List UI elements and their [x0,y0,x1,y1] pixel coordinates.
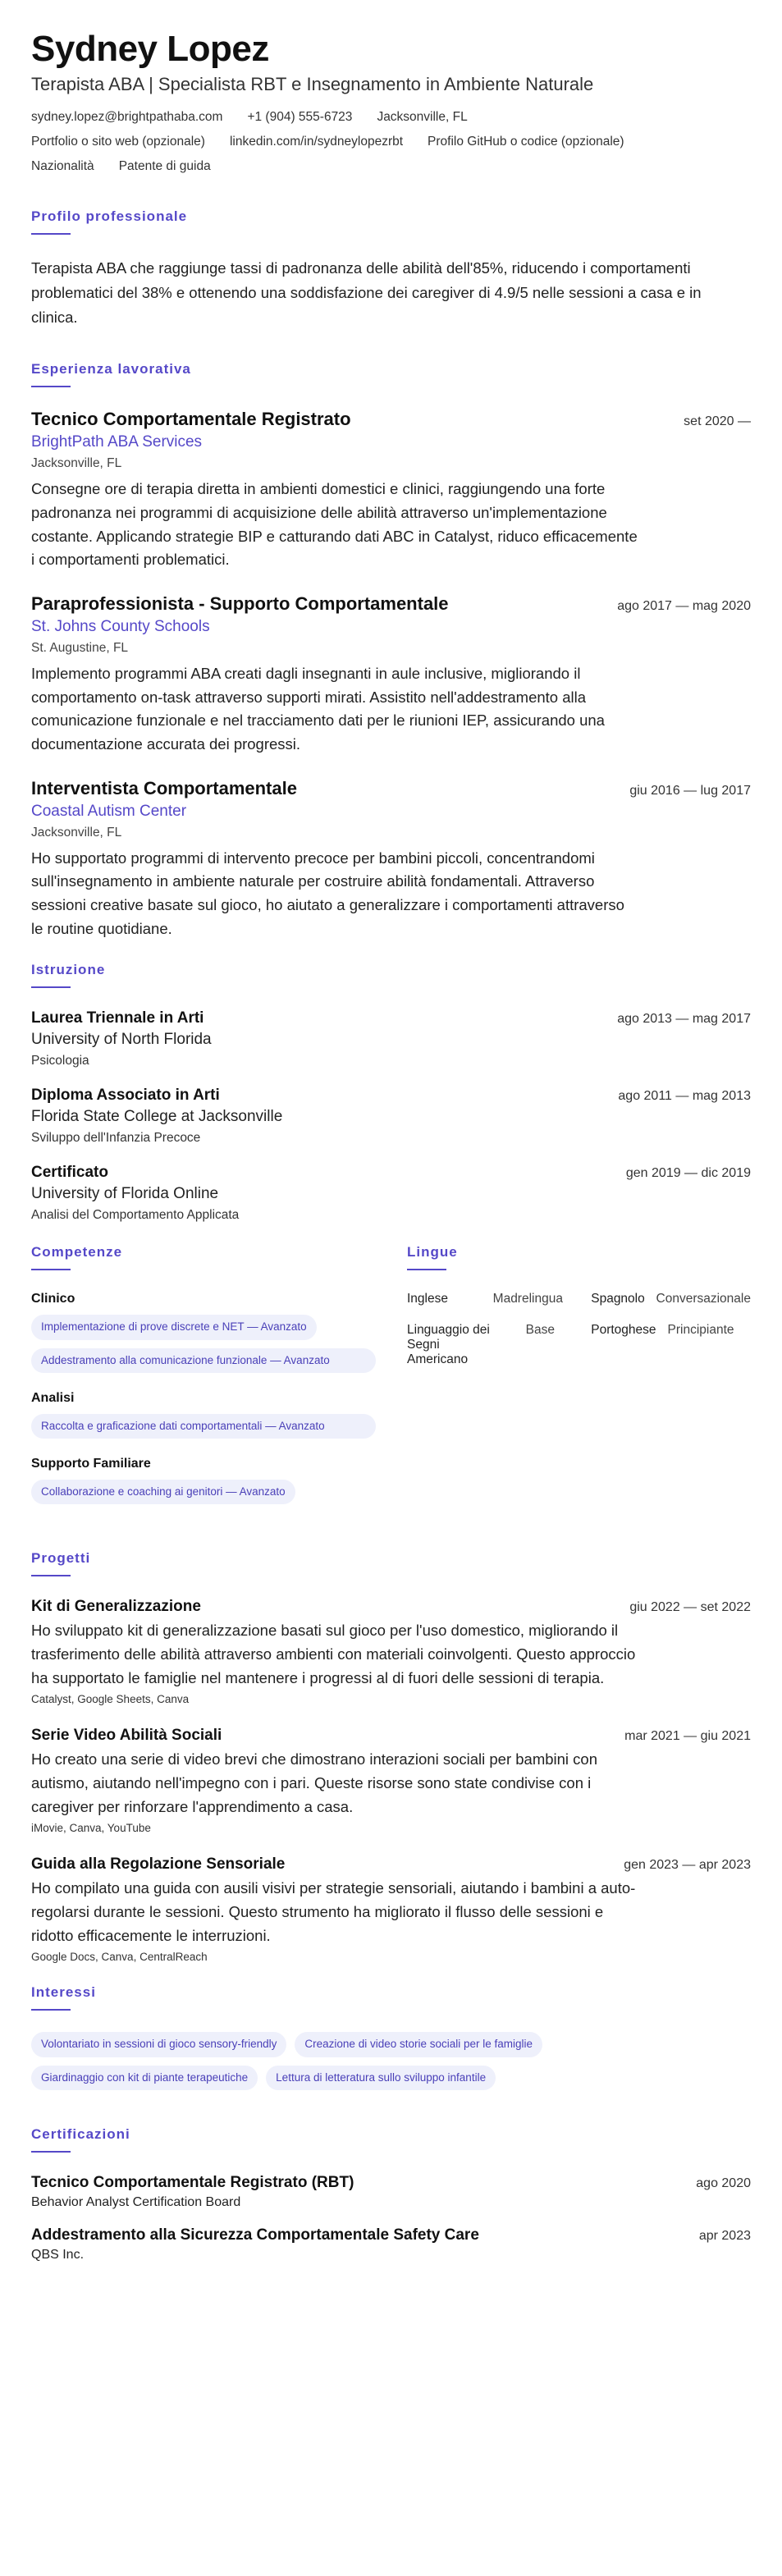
section-title: Esperienza lavorativa [31,361,191,377]
language-level: Conversazionale [656,1292,751,1306]
projects-section [31,1550,751,1963]
section-divider [31,1575,71,1576]
section-title: Competenze [31,1244,123,1261]
skill-pill: Collaborazione e coaching ai genitori — Avanzato [31,1480,295,1504]
certification-issuer: Behavior Analyst Certification Board [31,2194,241,2209]
job-location: Jacksonville, FL [31,825,122,840]
skill-group-title: Clinico [31,1292,75,1306]
links-row [31,135,751,159]
employer-link[interactable]: St. Johns County Schools [31,617,210,635]
skill-pill: Implementazione di prove discrete e NET — Avanzato [31,1315,317,1339]
job-title: Interventista Comportamentale [31,777,297,798]
language-level: Principiante [667,1323,734,1338]
experience-entry [31,593,751,757]
certification-issuer: QBS Inc. [31,2247,85,2262]
degree-title: Laurea Triennale in Arti [31,1009,204,1027]
project-entry [31,1598,751,1705]
section-divider [31,2151,71,2153]
education-dates: gen 2019 — dic 2019 [625,1166,751,1181]
degree-title: Certificato [31,1164,108,1182]
project-description: Ho compilato una guida con ausili visivi per strategie sensoriali, aiutando i bambini a auto-regolarsi durante le sessioni. Questo strumento ha migliorato il flusso delle sessioni e ridotto efficacemente le interruzioni. [31,1879,636,1944]
education-dates: ago 2011 — mag 2013 [618,1089,751,1104]
linkedin-link[interactable]: linkedin.com/in/sydneylopezrbt [229,135,404,149]
section-title: Lingue [407,1244,458,1261]
skill-group-title: Supporto Familiare [31,1457,151,1471]
skill-group [31,1292,376,1372]
skills-languages-row [31,1244,751,1531]
skill-group [31,1457,376,1512]
project-title: Guida alla Regolazione Sensoriale [31,1855,286,1874]
education-dates: ago 2013 — mag 2017 [617,1012,751,1027]
school-name: Florida State College at Jacksonville [31,1108,283,1126]
section-divider [31,2009,71,2011]
interests-section [31,1984,751,2098]
school-name: University of Florida Online [31,1185,219,1203]
profile-section [31,208,751,330]
project-dates: giu 2022 — set 2022 [629,1600,751,1615]
job-dates: set 2020 — [684,414,751,429]
project-title: Kit di Generalizzazione [31,1598,201,1616]
candidate-headline: Terapista ABA | Specialista RBT e Insegnamento in Ambiente Naturale [31,74,594,95]
nationality-text: Nazionalità [31,159,94,174]
portfolio-link[interactable]: Portfolio o sito web (opzionale) [31,135,205,149]
experience-section [31,361,751,940]
language-row [407,1292,751,1323]
interest-pill: Giardinaggio con kit di piante terapeutiche [31,2066,258,2090]
language-name: Portoghese [591,1323,656,1338]
project-dates: mar 2021 — giu 2021 [624,1729,751,1744]
certification-date: apr 2023 [698,2228,751,2243]
education-entry [31,1164,751,1223]
certifications-section [31,2126,751,2263]
interest-pill: Lettura di letteratura sullo sviluppo infantile [266,2066,496,2090]
certification-title: Tecnico Comportamentale Registrato (RBT) [31,2173,354,2191]
section-divider [407,1269,446,1270]
project-tools: Catalyst, Google Sheets, Canva [31,1693,190,1706]
job-location: Jacksonville, FL [31,456,122,471]
experience-entry [31,409,751,572]
field-of-study: Analisi del Comportamento Applicata [31,1208,240,1223]
field-of-study: Psicologia [31,1054,89,1068]
certification-title: Addestramento alla Sicurezza Comportamentale Safety Care [31,2226,479,2244]
section-divider [31,986,71,988]
project-entry [31,1855,751,1963]
interest-pill: Volontariato in sessioni di gioco sensory-friendly [31,2032,286,2057]
language-name: Inglese [407,1292,448,1306]
contact-row [31,110,751,135]
experience-entry [31,778,751,941]
language-level: Base [525,1323,555,1338]
education-entry [31,1009,751,1068]
skill-group [31,1391,376,1439]
profile-summary: Terapista ABA che raggiunge tassi di padronanza delle abilità dell'85%, riducendo i comportamenti problematici del 38% e ottenendo una soddisfazione dei caregiver di 4.9/5 nelle sessioni a casa e in clinica. [31,259,702,327]
project-title: Serie Video Abilità Sociali [31,1727,222,1745]
section-divider [31,233,71,235]
section-title: Interessi [31,1984,96,2001]
driving-license-text: Patente di guida [118,159,211,174]
field-of-study: Sviluppo dell'Infanzia Precoce [31,1131,201,1146]
degree-title: Diploma Associato in Arti [31,1087,220,1105]
location-text: Jacksonville, FL [377,110,468,125]
certification-entry [31,2226,751,2263]
education-entry [31,1087,751,1146]
language-row [407,1323,751,1384]
language-name: Spagnolo [591,1292,645,1306]
job-title: Paraprofessionista - Supporto Comportamentale [31,593,449,614]
job-description: Implemento programmi ABA creati dagli insegnanti in aule inclusive, migliorando il comportamento on-task attraverso supporti mirati. Assistito nell'addestramento alla comunicazione funzionale e nel tracciamento dati per le riunioni IEP, assicurando una documentazione accurata dei progressi. [31,664,605,753]
skill-pill: Raccolta e graficazione dati comportamentali — Avanzato [31,1414,376,1439]
skills-section [31,1244,376,1531]
section-divider [31,1269,71,1270]
job-description: Ho supportato programmi di intervento precoce per bambini piccoli, concentrandomi sull'insegnamento in ambiente naturale per costruire abilità fondamentali. Attraverso sessioni creative basate sul gioco, ho aiutato a generalizzare i comportamenti attraverso le routine quotidiane. [31,849,624,937]
education-section [31,962,751,1223]
email-link[interactable]: sydney.lopez@brightpathaba.com [31,110,223,125]
skill-group-title: Analisi [31,1390,75,1405]
phone-link[interactable]: +1 (904) 555-6723 [247,110,353,125]
job-location: St. Augustine, FL [31,640,129,655]
languages-section [407,1244,751,1531]
employer-link[interactable]: Coastal Autism Center [31,802,187,820]
employer-link[interactable]: BrightPath ABA Services [31,433,203,451]
candidate-name: Sydney Lopez [31,29,269,69]
section-title: Certificazioni [31,2125,130,2142]
languages-table [407,1292,751,1384]
project-tools: Google Docs, Canva, CentralReach [31,1951,208,1964]
job-dates: giu 2016 — lug 2017 [629,783,751,798]
project-entry [31,1727,751,1834]
project-tools: iMovie, Canva, YouTube [31,1822,151,1835]
project-dates: gen 2023 — apr 2023 [624,1858,751,1873]
skill-pill: Addestramento alla comunicazione funzionale — Avanzato [31,1348,376,1373]
job-title: Tecnico Comportamentale Registrato [31,409,351,430]
section-title: Profilo professionale [31,208,188,225]
github-link[interactable]: Profilo GitHub o codice (opzionale) [428,135,624,149]
interest-pill: Creazione di video storie sociali per le famiglie [295,2032,542,2057]
certification-entry [31,2174,751,2210]
section-title: Progetti [31,1550,91,1567]
project-description: Ho creato una serie di video brevi che dimostrano interazioni sociali per bambini con autismo, aiutando nell'impegno con i pari. Queste risorse sono state condivise con i caregiver per rinforzare l'apprendimento a casa. [31,1750,598,1815]
language-name: Linguaggio dei Segni Americano [407,1323,490,1367]
certification-date: ago 2020 [696,2176,751,2190]
project-description: Ho sviluppato kit di generalizzazione basati sul gioco per l'uso domestico, migliorando il trasferimento delle abilità attraverso ambienti con materiali coinvolgenti. Questo approccio ha supportato le famiglie nel mantenere i progressi al di fuori delle sessioni di terapia. [31,1622,636,1686]
section-divider [31,386,71,387]
interests-list [31,2032,737,2098]
personal-info-row [31,159,751,184]
language-level: Madrelingua [492,1292,563,1306]
job-description: Consegne ore di terapia diretta in ambienti domestici e clinici, raggiungendo una forte padronanza nei programmi di acquisizione delle abilità attraverso un'implementazione costante. Applicando strategie BIP e catturando dati ABC in Catalyst, riduco efficacemente i comportamenti problematici. [31,480,638,569]
section-title: Istruzione [31,962,106,978]
job-dates: ago 2017 — mag 2020 [617,598,751,613]
school-name: University of North Florida [31,1031,212,1049]
